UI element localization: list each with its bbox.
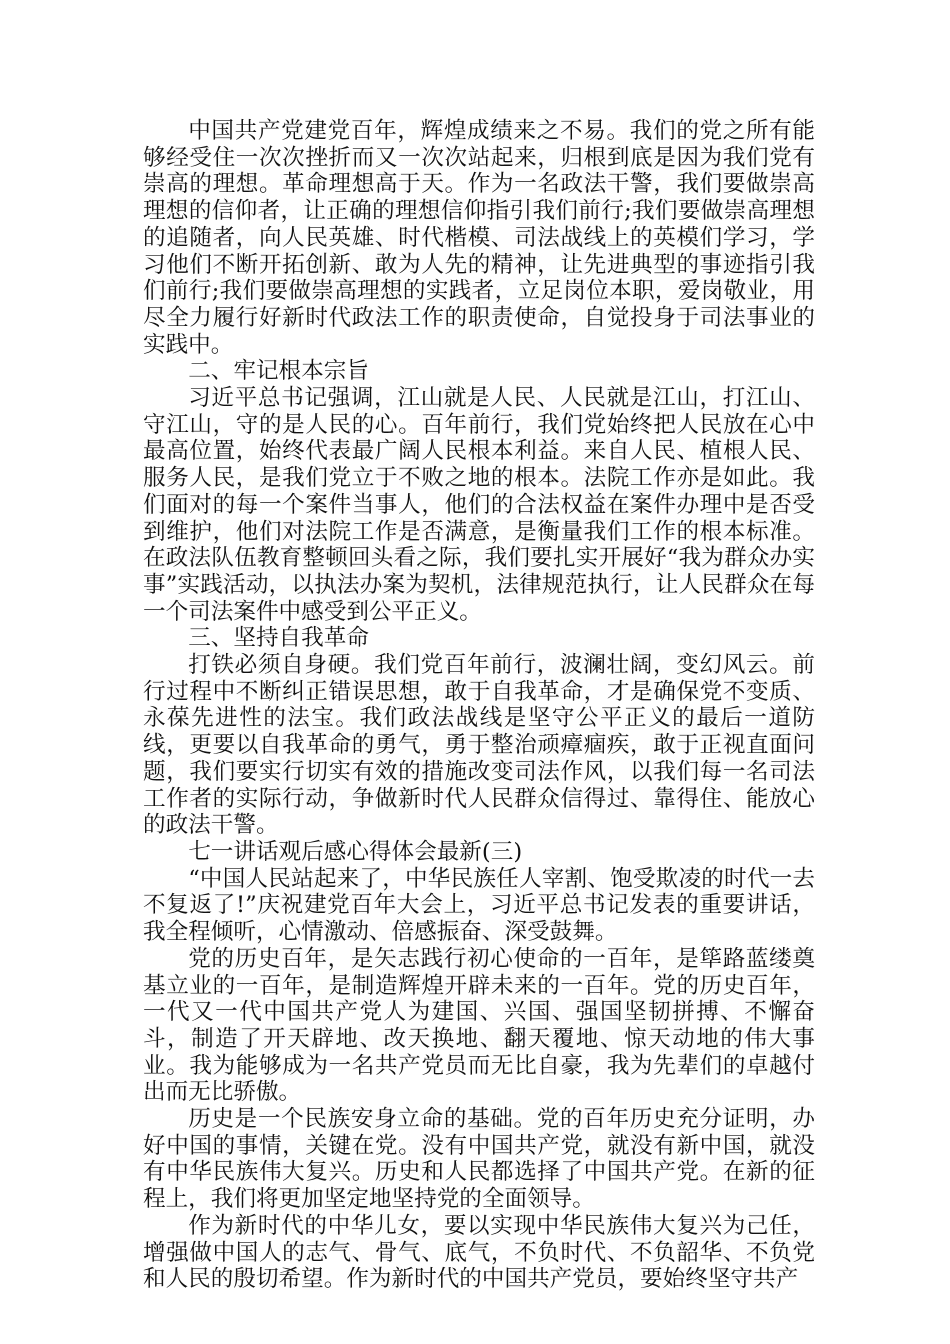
- section-heading-2: 二、牢记根本宗旨: [188, 358, 369, 385]
- paragraph-new-era: 作为新时代的中华儿女，要以实现中华民族伟大复兴为己任，增强做中国人的志气、骨气、底气，不负时代、不负韶华、不负党和人民的殷切希望。作为新时代的中国共产党员，要始终坚守共产: [143, 1212, 815, 1293]
- paragraph-ideal: 中国共产党建党百年，辉煌成绩来之不易。我们的党之所有能够经受住一次次挫折而又一次次站起来，归根到底是因为我们党有崇高的理想。革命理想高于天。作为一名政法干警，我们要做崇高理想的信仰者，让正确的理想信仰指引我们前行;我们要做崇高理想的追随者，向人民英雄、时代楷模、司法战线上的英模们学习，学习他们不断开拓创新、敢为人先的精神，让先进典型的事迹指引我们前行;我们要做崇高理想的实践者，立足岗位本职，爱岗敬业，用尽全力履行好新时代政法工作的职责使命，自觉投身于司法事业的实践中。: [143, 118, 815, 358]
- paragraph-self-revolution: 打铁必须自身硬。我们党百年前行，波澜壮阔，变幻风云。前行过程中不断纠正错误思想，敢于自我革命，才是确保党不变质、永葆先进性的法宝。我们政法战线是坚守公平正义的最后一道防线，更要以自我革命的勇气，勇于整治顽瘴痼疾，敢于正视直面问题，我们要实行切实有效的措施改变司法作风，以我们每一名司法工作者的实际行动，争做新时代人民群众信得过、靠得住、能放心的政法干警。: [143, 652, 815, 839]
- document-page: [143, 118, 815, 1293]
- paragraph-speech-quote: “中国人民站起来了，中华民族任人宰割、饱受欺凌的时代一去不复返了!”庆祝建党百年大会上，习近平总书记发表的重要讲话，我全程倾听，心情激动、倍感振奋、深受鼓舞。: [143, 865, 815, 946]
- paragraph-people: 习近平总书记强调，江山就是人民、人民就是江山，打江山、守江山，守的是人民的心。百年前行，我们党始终把人民放在心中最高位置，始终代表最广阔人民根本利益。来自人民、植根人民、服务人民，是我们党立于不败之地的根本。法院工作亦是如此。我们面对的每一个案件当事人，他们的合法权益在案件办理中是否受到维护，他们对法院工作是否满意，是衡量我们工作的根本标准。在政法队伍教育整顿回头看之际，我们要扎实开展好“我为群众办实事”实践活动，以执法办案为契机，法律规范执行，让人民群众在每一个司法案件中感受到公平正义。: [143, 385, 815, 625]
- paragraph-history-foundation: 历史是一个民族安身立命的基础。党的百年历史充分证明，办好中国的事情，关键在党。没有中国共产党，就没有新中国，就没有中华民族伟大复兴。历史和人民都选择了中国共产党。在新的征程上，我们将更加坚定地坚持党的全面领导。: [143, 1106, 815, 1213]
- article-title-3: 七一讲话观后感心得体会最新(三): [188, 838, 523, 865]
- paragraph-party-history: 党的历史百年，是矢志践行初心使命的一百年，是筚路蓝缕奠基立业的一百年，是制造辉煌开辟未来的一百年。党的历史百年，一代又一代中国共产党人为建国、兴国、强国坚韧拼搏、不懈奋斗，制造了开天辟地、改天换地、翻天覆地、惊天动地的伟大事业。我为能够成为一名共产党员而无比自豪，我为先辈们的卓越付出而无比骄傲。: [143, 945, 815, 1106]
- section-heading-3: 三、坚持自我革命: [188, 625, 369, 652]
